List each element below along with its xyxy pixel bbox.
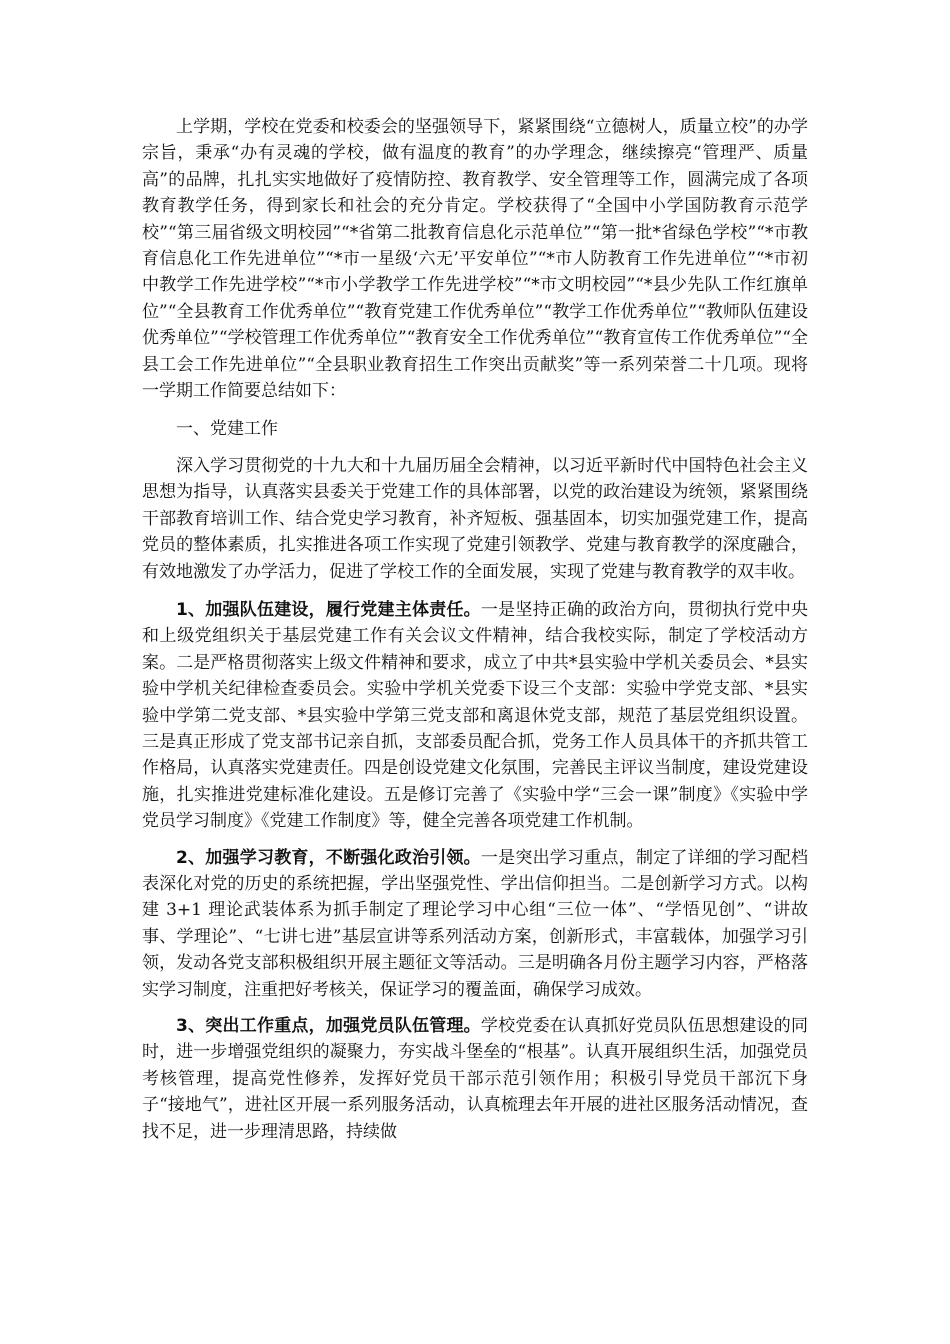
section-heading-party-building: 一、党建工作 <box>176 419 278 440</box>
intro-paragraph: 上学期，学校在党委和校委会的坚强领导下，紧紧围绕“立德树人，质量立校”的办学宗旨，秉承“办有灵魂的学校，做有温度的教育”的办学理念，继续擦亮“管理严、质量高”的品牌，扎扎实实地做好了疫情防控、教育教学、安全管理等工作，圆满完成了各项教育教学任务，得到家长和社会的充分肯定。学校获得了“全国中小学国防教育示范学校”“第三届省级文明校园”“*省第二批教育信息化示范单位”“第一批*省绿色学校”“*市教育信息化工作先进单位”“*市一星级‘六无’平安单位”“*市人防教育工作先进单位”“*市初中教学工作先进学校”“*市小学教学工作先进学校”“*市文明校园”“*县少先队工作红旗单位”“全县教育工作优秀单位”“教育党建工作优秀单位”“教学工作优秀单位”“教师队伍建设优秀单位”“学校管理工作优秀单位”“教育安全工作优秀单位”“教育宣传工作优秀单位”“全县工会工作先进单位”“全县职业教育招生工作突出贡献奖”等一系列荣誉二十几项。现将一学期工作简要总结如下： <box>142 117 808 402</box>
document-page <box>142 114 808 1145</box>
item-1-text: 一是坚持正确的政治方向，贯彻执行党中央和上级党组织关于基层党建工作有关会议文件精神，结合我校实际，制定了学校活动方案。二是严格贯彻落实上级文件精神和要求，成立了中共*县实验中学机关委员会、*县实验中学机关纪律检查委员会。实验中学机关党委下设三个支部：实验中学党支部、*县实验中学第二党支部、*县实验中学第三党支部和离退休党支部，规范了基层党组织设置。三是真正形成了党支部书记亲自抓，支部委员配合抓，党务工作人员具体干的齐抓共管工作格局，认真落实党建责任。四是创设党建文化氛围，完善民主评议当制度，建设党建设施，扎实推进党建标准化建设。五是修订完善了《实验中学“三会一课”制度》《实验中学党员学习制度》《党建工作制度》等，健全完善各项党建工作机制。 <box>142 599 809 832</box>
item-2-lead: 2、加强学习教育，不断强化政治引领。 <box>176 847 481 868</box>
item-3-lead: 3、突出工作重点，加强党员队伍管理。 <box>176 1016 481 1036</box>
item-2-paragraph <box>142 845 808 1003</box>
item-3-paragraph <box>142 1013 808 1145</box>
item-3-text: 学校党委在认真抓好党员队伍思想建设的同时，进一步增强党组织的凝聚力，夯实战斗堡垒的“根基”。认真开展组织生活，加强党员考核管理，提高党性修养，发挥好党员干部示范引领作用；积极引导党员干部沉下身子“接地气”，进社区开展一系列服务活动，认真梳理去年开展的进社区服务活动情况，查找不足，进一步理清思路，持续做 <box>142 1016 809 1142</box>
item-1-paragraph <box>142 597 808 835</box>
item-1-lead: 1、加强队伍建设，履行党建主体责任。 <box>176 599 481 620</box>
party-building-paragraph: 深入学习贯彻党的十九大和十九届历届全会精神，以习近平新时代中国特色社会主义思想为指导，认真落实县委关于党建工作的具体部署，以党的政治建设为统领，紧紧围绕干部教育培训工作、结合党史学习教育，补齐短板、强基固本，切实加强党建工作，提高党员的整体素质，扎实推进各项工作实现了党建引领教学、党建与教育教学的深度融合，有效地激发了办学活力，促进了学校工作的全面发展，实现了党建与教育教学的双丰收。 <box>142 455 808 582</box>
item-2-text: 一是突出学习重点，制定了详细的学习配档表深化对党的历史的系统把握，学出坚强党性、学出信仰担当。二是创新学习方式。以构建 3+1 理论武装体系为抓手制定了理论学习中心组“三位一体”、“学悟见创”、“讲故事、学理论”、“七讲七进”基层宣讲等系列活动方案，创新形式，丰富载体，加强学习引领，发动各党支部积极组织开展主题征文等活动。三是明确各月份主题学习内容，严格落实学习制度，注重把好考核关，保证学习的覆盖面，确保学习成效。 <box>142 847 809 1000</box>
